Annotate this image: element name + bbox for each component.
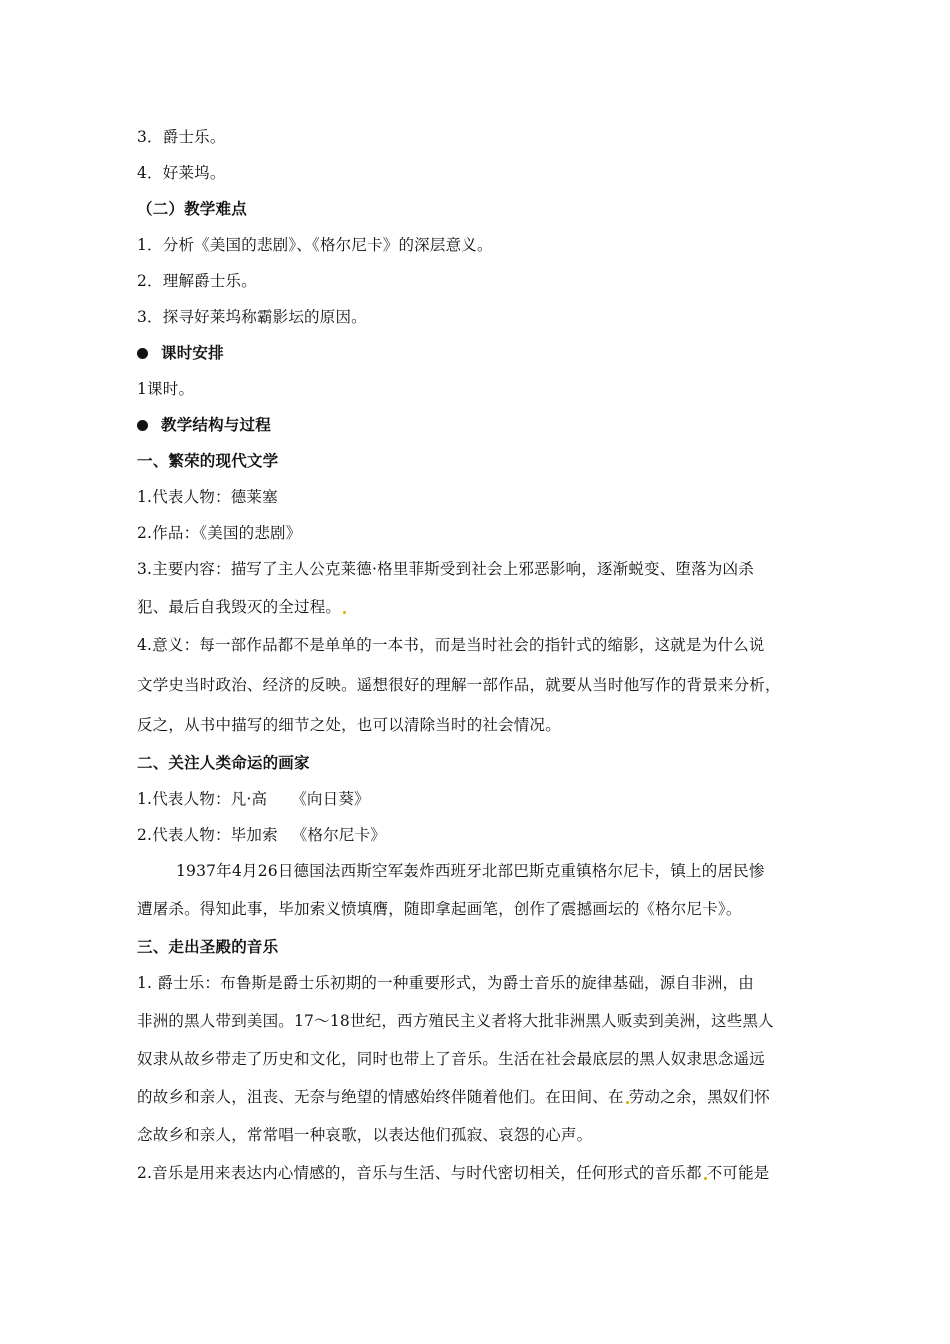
paragraph-text: 劳动之余，黑奴们怀	[628, 1088, 771, 1106]
paragraph-text: 2.音乐是用来表达内心情感的，音乐与生活、与时代密切相关，任何形式的音乐都	[137, 1164, 702, 1182]
paragraph-line: 3.主要内容：描写了主人公克莱德·格里菲斯受到社会上邪恶影响，逐渐蜕变、堕落为凶杀	[137, 560, 754, 578]
mark-dot-icon	[343, 611, 346, 614]
artwork-title: 《向日葵》	[291, 790, 370, 808]
list-item: 4．好莱坞。	[137, 164, 226, 182]
paragraph-line: 4.意义：每一部作品都不是单单的一本书，而是当时社会的指针式的缩影，这就是为什么说	[137, 636, 765, 654]
paragraph-text: 的故乡和亲人，沮丧、无奈与绝望的情感始终伴随着他们。在田间、在	[137, 1088, 624, 1106]
list-item: 1．分析《美国的悲剧》、《格尔尼卡》的深层意义。	[137, 236, 493, 254]
list-item	[137, 824, 817, 846]
bullet-heading	[137, 414, 817, 436]
list-item: 2．理解爵士乐。	[137, 272, 257, 290]
paragraph-line: 念故乡和亲人，常常唱一种哀歌，以表达他们孤寂、哀怨的心声。	[137, 1126, 593, 1144]
paragraph-line	[137, 1162, 817, 1184]
paragraph-line: 文学史当时政治、经济的反映。遥想很好的理解一部作品，就要从当时他写作的背景来分析，	[137, 676, 781, 694]
list-item-label: 1.代表人物：凡·高	[137, 790, 268, 808]
list-item: 3．探寻好莱坞称霸影坛的原因。	[137, 308, 367, 326]
artwork-title: 《格尔尼卡》	[291, 826, 386, 844]
paragraph-line: 反之，从书中描写的细节之处，也可以清除当时的社会情况。	[137, 716, 561, 734]
list-item	[137, 788, 817, 810]
paragraph-line: 遭屠杀。得知此事，毕加索义愤填膺，随即拿起画笔，创作了震撼画坛的《格尔尼卡》。	[137, 900, 742, 918]
paragraph: 1课时。	[137, 380, 195, 398]
list-item: 3．爵士乐。	[137, 128, 226, 146]
paragraph-line: 奴隶从故乡带走了历史和文化，同时也带上了音乐。生活在社会最底层的黑人奴隶思念遥远	[137, 1050, 766, 1068]
bullet-icon	[137, 420, 148, 431]
bullet-heading-label: 课时安排	[161, 343, 224, 362]
bullet-heading-label: 教学结构与过程	[161, 415, 271, 434]
bullet-heading	[137, 342, 817, 364]
paragraph-line: 非洲的黑人带到美国。17～18世纪，西方殖民主义者将大批非洲黑人贩卖到美洲，这些黑人	[137, 1012, 774, 1030]
paragraph-line	[137, 1086, 817, 1108]
list-item: 1.代表人物：德莱塞	[137, 488, 278, 506]
list-item-label: 2.代表人物：毕加索	[137, 826, 278, 844]
section-heading: 一、繁荣的现代文学	[137, 451, 279, 470]
section-heading: 二、关注人类命运的画家	[137, 753, 310, 772]
section-heading: （二）教学难点	[137, 199, 247, 218]
paragraph-line	[137, 596, 817, 618]
section-heading: 三、走出圣殿的音乐	[137, 937, 279, 956]
paragraph-text: 不可能是	[706, 1164, 770, 1182]
list-item: 2.作品：《美国的悲剧》	[137, 524, 302, 542]
paragraph-text: 犯、最后自我毁灭的全过程。	[137, 598, 342, 616]
bullet-icon	[137, 348, 148, 359]
paragraph-line: 1. 爵士乐：布鲁斯是爵士乐初期的一种重要形式，为爵士音乐的旋律基础，源自非洲，由	[137, 974, 754, 992]
paragraph-line: 1937年4月26日德国法西斯空军轰炸西班牙北部巴斯克重镇格尔尼卡，镇上的居民惨	[176, 862, 765, 880]
